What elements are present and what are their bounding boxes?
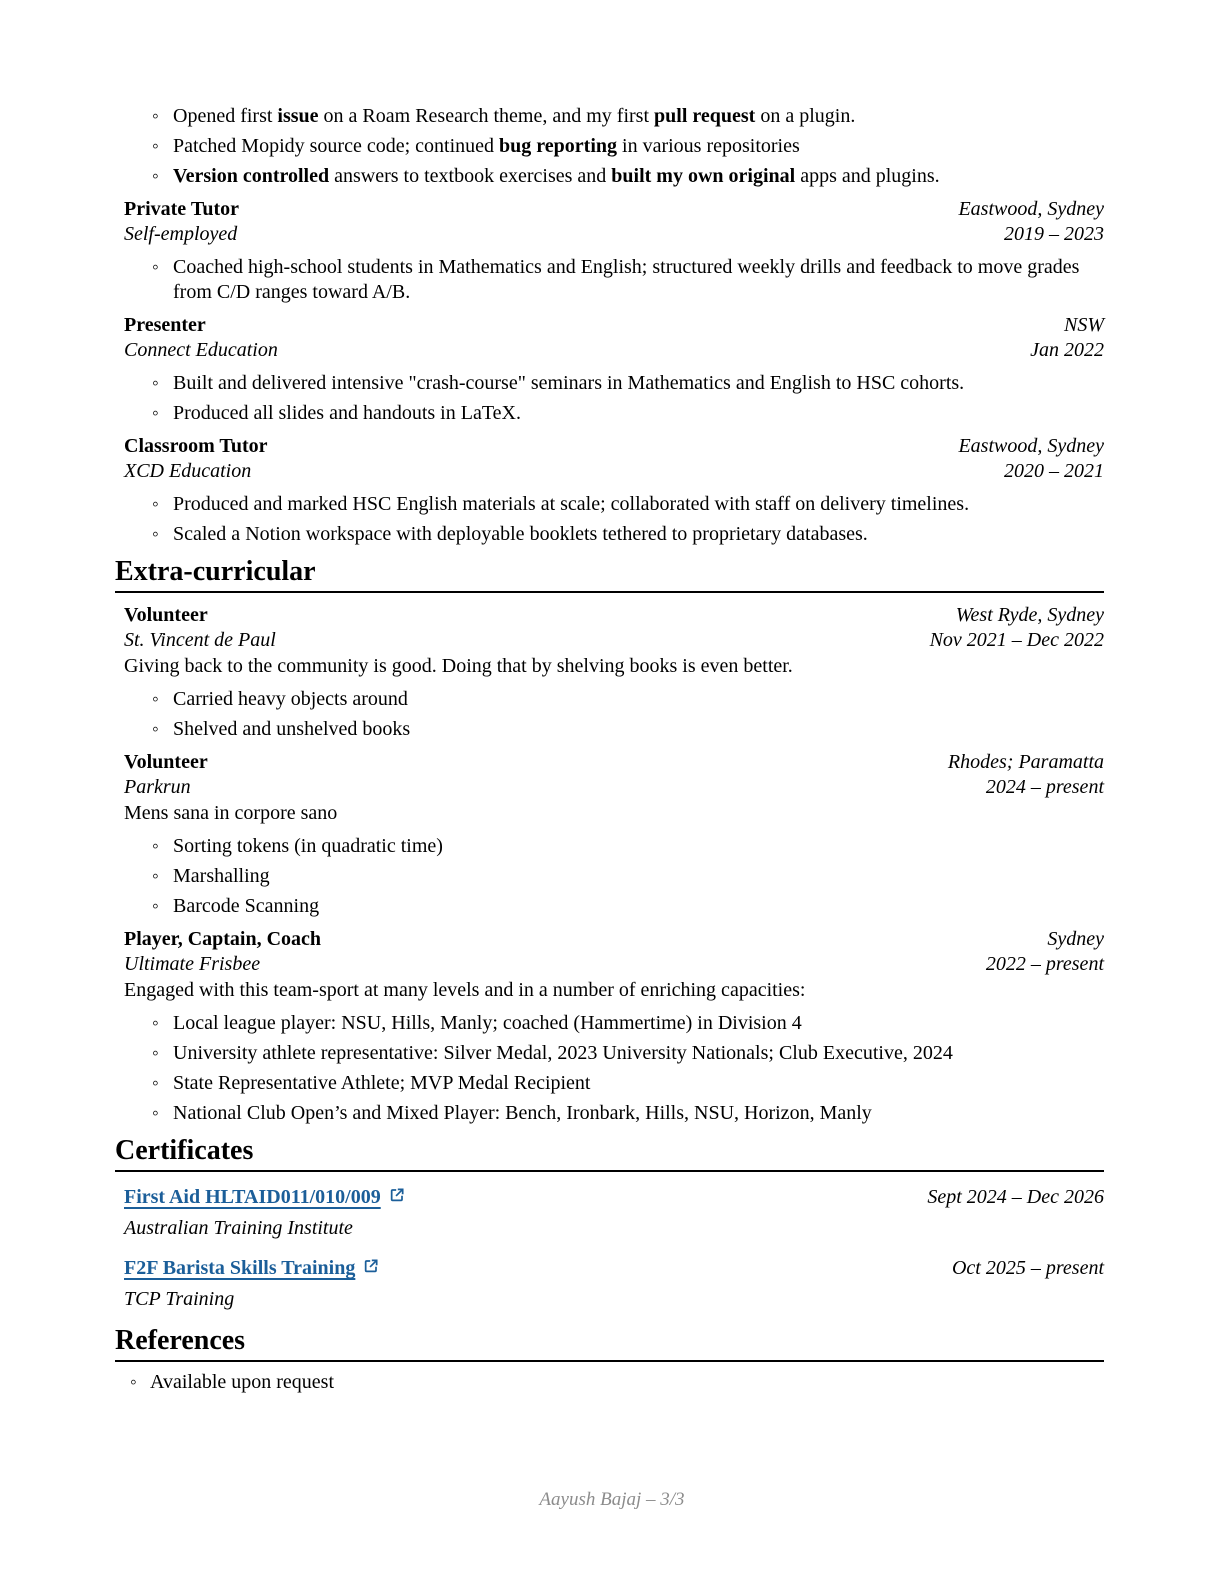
entry-subheader-row	[124, 338, 1104, 363]
entry-title: Presenter	[124, 314, 206, 336]
section-heading-references: References	[115, 1326, 1104, 1362]
entry-bullet-list	[124, 371, 1104, 426]
certificate-dates: Sept 2024 – Dec 2026	[927, 1186, 1104, 1208]
entry-header-row	[124, 603, 1104, 628]
certificate-header-row	[124, 1255, 1104, 1282]
entry-organization: Connect Education	[124, 339, 278, 361]
entry-location: West Ryde, Sydney	[955, 604, 1104, 626]
bullet-item: ◦ Produced and marked HSC English materials at scale; collaborated with staff on delivery timelines.	[173, 492, 1104, 517]
entry-bullet-list	[124, 492, 1104, 547]
entry-location: Rhodes; Paramatta	[947, 751, 1104, 773]
bullet-item: ◦ Patched Mopidy source code; continued bug reporting in various repositories	[173, 134, 1104, 159]
entry-dates: 2024 – present	[985, 776, 1104, 798]
bullet-item: ◦ Sorting tokens (in quadratic time)	[173, 834, 1104, 859]
external-link-icon	[363, 1255, 379, 1282]
entry-title: Volunteer	[124, 751, 208, 773]
external-link-icon	[389, 1184, 405, 1211]
continuation-section	[115, 104, 1104, 189]
certificate-name: F2F Barista Skills Training	[124, 1257, 356, 1279]
entry-subheader-row	[124, 459, 1104, 484]
entry-subheader-row	[124, 952, 1104, 977]
bullet-item: ◦ Built and delivered intensive "crash-course" seminars in Mathematics and English to HSC cohorts.	[173, 371, 1104, 396]
section-heading-certificates: Certificates	[115, 1136, 1104, 1172]
bullet-item: ◦ National Club Open’s and Mixed Player: Bench, Ironbark, Hills, NSU, Horizon, Manly	[173, 1101, 1104, 1126]
entry-header-row	[124, 927, 1104, 952]
entry-dates: 2022 – present	[985, 953, 1104, 975]
bullet-item: ◦ Barcode Scanning	[173, 894, 1104, 919]
entry-location: NSW	[1064, 314, 1104, 336]
certificate-entry	[115, 1184, 1104, 1241]
entry-organization: Parkrun	[124, 776, 191, 798]
bullet-item: ◦ Carried heavy objects around	[173, 687, 1104, 712]
certificate-entry	[115, 1255, 1104, 1312]
certificate-header-row	[124, 1184, 1104, 1211]
entry-bullet-list	[124, 255, 1104, 305]
certificate-name: First Aid HLTAID011/010/009	[124, 1186, 381, 1208]
activity-entry	[115, 750, 1104, 919]
entry-location: Sydney	[1047, 928, 1104, 950]
entry-dates: 2019 – 2023	[1004, 223, 1104, 245]
bullet-item: ◦ Marshalling	[173, 864, 1104, 889]
bullet-item: ◦ Produced all slides and handouts in LaTeX.	[173, 401, 1104, 426]
references-bullet-list	[115, 1370, 1104, 1395]
certificate-link[interactable]	[124, 1255, 379, 1282]
bullet-item: ◦ Shelved and unshelved books	[173, 717, 1104, 742]
bullet-item: ◦ Scaled a Notion workspace with deployable booklets tethered to proprietary databases.	[173, 522, 1104, 547]
bullet-item: ◦ State Representative Athlete; MVP Medal Recipient	[173, 1071, 1104, 1096]
entry-organization: Ultimate Frisbee	[124, 953, 261, 975]
entry-dates: 2020 – 2021	[1004, 460, 1104, 482]
entry-dates: Jan 2022	[1030, 339, 1104, 361]
entry-subheader-row	[124, 222, 1104, 247]
bullet-item: ◦ Available upon request	[150, 1370, 1104, 1395]
bullet-item: ◦ Opened first issue on a Roam Research theme, and my first pull request on a plugin.	[173, 104, 1104, 129]
entry-title: Volunteer	[124, 604, 208, 626]
entry-header-row	[124, 313, 1104, 338]
entry-title: Player, Captain, Coach	[124, 928, 322, 950]
bullet-item: ◦ Local league player: NSU, Hills, Manly; coached (Hammertime) in Division 4	[173, 1011, 1104, 1036]
entry-header-row	[124, 750, 1104, 775]
entry-subheader-row	[124, 628, 1104, 653]
entry-title: Classroom Tutor	[124, 435, 268, 457]
entry-bullet-list	[124, 687, 1104, 742]
entry-title: Private Tutor	[124, 198, 239, 220]
entry-organization: St. Vincent de Paul	[124, 629, 276, 651]
certificate-dates: Oct 2025 – present	[951, 1257, 1104, 1279]
entry-organization: Self-employed	[124, 223, 238, 245]
section-heading-extra-curricular: Extra-curricular	[115, 557, 1104, 593]
entry-bullet-list	[124, 834, 1104, 919]
entry-description: Giving back to the community is good. Doing that by shelving books is even better.	[124, 655, 793, 677]
entry-header-row	[124, 197, 1104, 222]
bullet-item: ◦ University athlete representative: Silver Medal, 2023 University Nationals; Club Executive, 2024	[173, 1041, 1104, 1066]
entry-description: Engaged with this team-sport at many levels and in a number of enriching capacities:	[124, 979, 806, 1001]
entry-location: Eastwood, Sydney	[958, 435, 1104, 457]
experience-entry	[115, 197, 1104, 305]
entry-organization: XCD Education	[124, 460, 252, 482]
entry-subheader-row	[124, 775, 1104, 800]
entry-location: Eastwood, Sydney	[958, 198, 1104, 220]
entry-header-row	[124, 434, 1104, 459]
entry-bullet-list	[124, 1011, 1104, 1126]
certificate-issuer: Australian Training Institute	[124, 1217, 353, 1239]
page-footer: Aayush Bajaj – 3/3	[539, 1489, 685, 1510]
experience-entry	[115, 313, 1104, 426]
bullet-item: ◦ Version controlled answers to textbook exercises and built my own original apps and plugins.	[173, 164, 1104, 189]
entry-description: Mens sana in corpore sano	[124, 802, 338, 824]
activity-entry	[115, 927, 1104, 1126]
activity-entry	[115, 603, 1104, 742]
experience-entry	[115, 434, 1104, 547]
entry-dates: Nov 2021 – Dec 2022	[929, 629, 1104, 651]
bullet-item: ◦ Coached high-school students in Mathematics and English; structured weekly drills and feedback to move grades from C/D ranges toward A/B.	[173, 255, 1104, 305]
continuation-bullet-list	[124, 104, 1104, 189]
certificate-issuer: TCP Training	[124, 1288, 235, 1310]
certificate-link[interactable]	[124, 1184, 405, 1211]
